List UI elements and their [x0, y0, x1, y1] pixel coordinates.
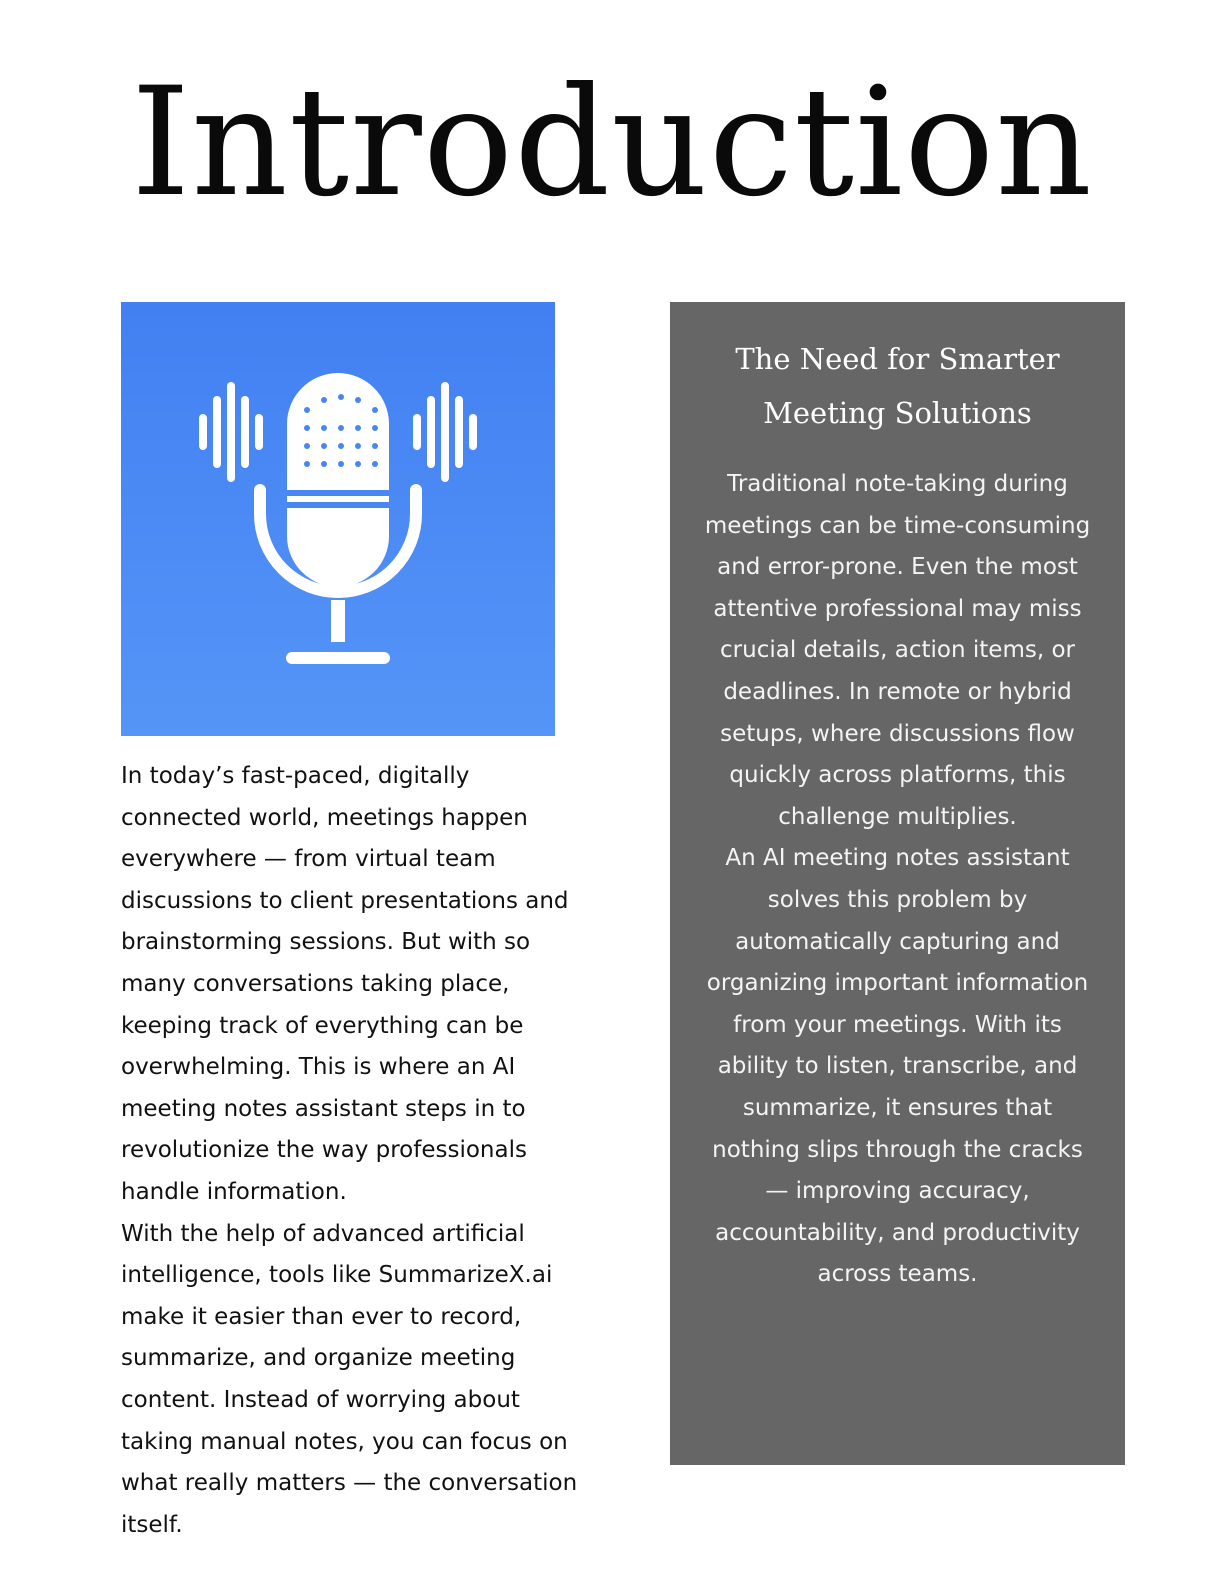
sidebar-body	[700, 464, 1095, 1296]
intro-paragraph: In today’s fast-paced, digitally connected world, meetings happen everywhere — from virtual team discussions to client presentations and brainstorming sessions. But with so many conversations taking place, keeping track of everything can be overwhelming. This is where an AI meeting notes assistant steps in to revolutionize the way professionals handle information.	[121, 763, 569, 1205]
sidebar-paragraph: An AI meeting notes assistant solves this problem by automatically capturing and organizing important information from your meetings. With its ability to listen, transcribe, and summarize, it ensures that nothing slips through the cracks — improving accuracy, accountability, and productivity across teams.	[706, 845, 1089, 1288]
sidebar-paragraph: Traditional note-taking during meetings can be time-consuming and error-prone. Even the most attentive professional may miss crucial details, action items, or deadlines. In remote or hybrid setups, where discussions flow quickly across platforms, this challenge multiplies.	[704, 471, 1091, 830]
intro-text	[121, 756, 581, 1546]
sidebar-panel	[670, 302, 1125, 1465]
sidebar-heading: The Need for Smarter Meeting Solutions	[735, 342, 1060, 430]
page-title: Introduction	[131, 56, 1093, 230]
hero-image	[121, 302, 555, 736]
intro-paragraph: With the help of advanced artificial intelligence, tools like SummarizeX.ai make it easier than ever to record, summarize, and organize meeting content. Instead of worrying about taking manual notes, you can focus on what really matters — the conversation itself.	[121, 1220, 578, 1538]
microphone-with-sound-waves-icon	[121, 302, 555, 736]
